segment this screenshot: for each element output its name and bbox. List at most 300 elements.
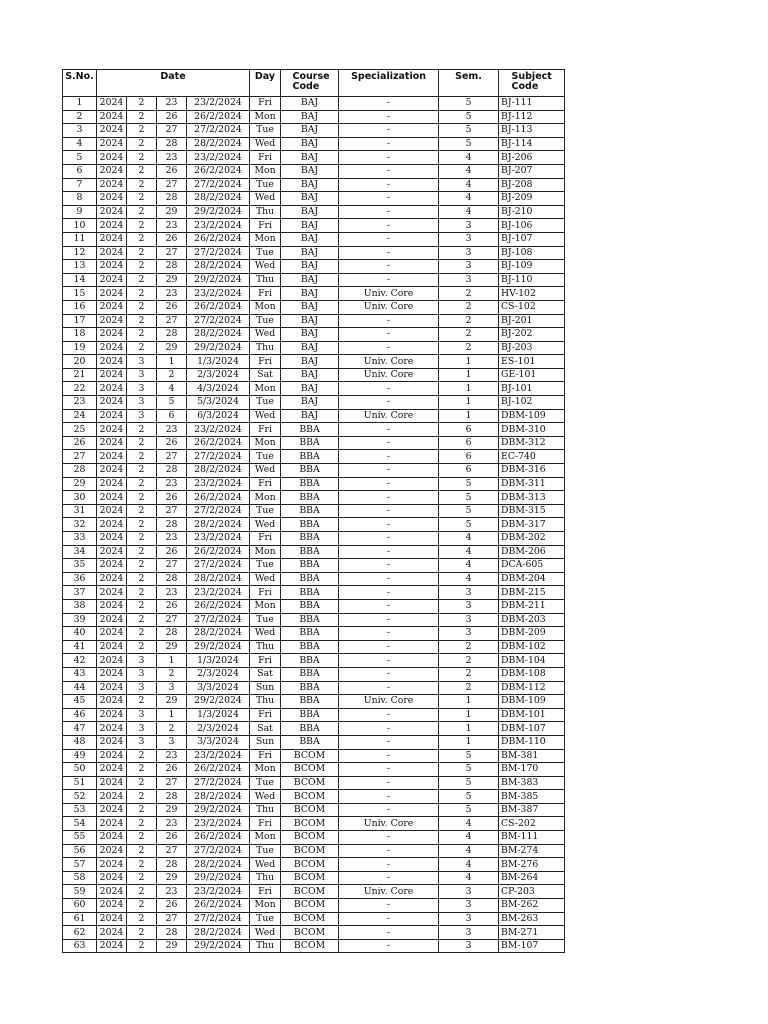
cell-month: 2: [127, 532, 157, 546]
table-row: [63, 409, 565, 423]
cell-day-num: 27: [157, 246, 187, 260]
cell-day-num: 26: [157, 763, 187, 777]
cell-year: 2024: [97, 260, 127, 274]
cell-weekday: Fri: [250, 885, 281, 899]
cell-specialization: -: [339, 382, 439, 396]
cell-sno: 11: [63, 232, 97, 246]
cell-sno: 31: [63, 504, 97, 518]
cell-sem: 6: [439, 450, 499, 464]
cell-year: 2024: [97, 328, 127, 342]
cell-weekday: Wed: [250, 192, 281, 206]
header-date: Date: [97, 70, 250, 97]
cell-year: 2024: [97, 586, 127, 600]
table-row: [63, 396, 565, 410]
cell-course-code: BCOM: [281, 831, 339, 845]
cell-month: 2: [127, 287, 157, 301]
cell-date: 2/3/2024: [187, 368, 250, 382]
cell-month: 2: [127, 110, 157, 124]
cell-specialization: -: [339, 803, 439, 817]
table-row: [63, 300, 565, 314]
cell-weekday: Sun: [250, 735, 281, 749]
cell-month: 2: [127, 518, 157, 532]
cell-course-code: BBA: [281, 586, 339, 600]
cell-sno: 26: [63, 436, 97, 450]
cell-month: 2: [127, 613, 157, 627]
cell-sem: 3: [439, 219, 499, 233]
cell-course-code: BAJ: [281, 232, 339, 246]
cell-year: 2024: [97, 831, 127, 845]
cell-day-num: 23: [157, 423, 187, 437]
cell-day-num: 1: [157, 654, 187, 668]
cell-date: 2/3/2024: [187, 722, 250, 736]
cell-course-code: BAJ: [281, 110, 339, 124]
cell-month: 2: [127, 219, 157, 233]
cell-course-code: BBA: [281, 613, 339, 627]
header-sno: S.No.: [63, 70, 97, 97]
cell-month: 2: [127, 572, 157, 586]
cell-specialization: -: [339, 273, 439, 287]
cell-specialization: Univ. Core: [339, 355, 439, 369]
cell-date: 28/2/2024: [187, 137, 250, 151]
table-row: [63, 164, 565, 178]
cell-subject-code: DBM-211: [499, 599, 565, 613]
table-row: [63, 586, 565, 600]
cell-month: 2: [127, 328, 157, 342]
cell-month: 2: [127, 232, 157, 246]
cell-weekday: Sun: [250, 681, 281, 695]
cell-date: 26/2/2024: [187, 899, 250, 913]
table-row: [63, 436, 565, 450]
cell-sem: 1: [439, 355, 499, 369]
cell-day-num: 29: [157, 341, 187, 355]
cell-subject-code: BJ-206: [499, 151, 565, 165]
cell-month: 3: [127, 681, 157, 695]
cell-weekday: Wed: [250, 409, 281, 423]
table-row: [63, 192, 565, 206]
cell-date: 27/2/2024: [187, 776, 250, 790]
cell-sno: 62: [63, 926, 97, 940]
cell-specialization: -: [339, 681, 439, 695]
cell-day-num: 26: [157, 491, 187, 505]
cell-day-num: 26: [157, 164, 187, 178]
cell-course-code: BBA: [281, 518, 339, 532]
cell-course-code: BBA: [281, 477, 339, 491]
cell-year: 2024: [97, 681, 127, 695]
cell-weekday: Wed: [250, 858, 281, 872]
cell-year: 2024: [97, 300, 127, 314]
cell-weekday: Mon: [250, 436, 281, 450]
table-row: [63, 450, 565, 464]
cell-year: 2024: [97, 205, 127, 219]
cell-sno: 9: [63, 205, 97, 219]
cell-weekday: Wed: [250, 328, 281, 342]
cell-subject-code: BJ-102: [499, 396, 565, 410]
cell-sno: 59: [63, 885, 97, 899]
cell-course-code: BAJ: [281, 97, 339, 111]
table-row: [63, 640, 565, 654]
cell-day-num: 2: [157, 722, 187, 736]
cell-subject-code: BM-170: [499, 763, 565, 777]
cell-sno: 36: [63, 572, 97, 586]
cell-subject-code: BJ-114: [499, 137, 565, 151]
cell-month: 3: [127, 654, 157, 668]
table-row: [63, 708, 565, 722]
cell-month: 2: [127, 803, 157, 817]
cell-sno: 54: [63, 817, 97, 831]
cell-weekday: Fri: [250, 817, 281, 831]
cell-specialization: -: [339, 151, 439, 165]
cell-year: 2024: [97, 178, 127, 192]
cell-sem: 2: [439, 341, 499, 355]
cell-date: 23/2/2024: [187, 477, 250, 491]
cell-specialization: -: [339, 572, 439, 586]
cell-weekday: Wed: [250, 464, 281, 478]
cell-sem: 2: [439, 300, 499, 314]
cell-sno: 17: [63, 314, 97, 328]
cell-course-code: BBA: [281, 572, 339, 586]
cell-weekday: Thu: [250, 341, 281, 355]
cell-weekday: Thu: [250, 273, 281, 287]
cell-sno: 20: [63, 355, 97, 369]
cell-date: 27/2/2024: [187, 844, 250, 858]
cell-date: 27/2/2024: [187, 912, 250, 926]
cell-specialization: -: [339, 627, 439, 641]
cell-subject-code: BJ-201: [499, 314, 565, 328]
cell-day-num: 26: [157, 831, 187, 845]
cell-specialization: -: [339, 532, 439, 546]
cell-date: 27/2/2024: [187, 124, 250, 138]
cell-date: 29/2/2024: [187, 871, 250, 885]
cell-sno: 19: [63, 341, 97, 355]
table-row: [63, 341, 565, 355]
cell-year: 2024: [97, 899, 127, 913]
cell-course-code: BBA: [281, 627, 339, 641]
cell-sno: 3: [63, 124, 97, 138]
cell-day-num: 29: [157, 803, 187, 817]
cell-specialization: -: [339, 396, 439, 410]
table-row: [63, 667, 565, 681]
cell-day-num: 26: [157, 300, 187, 314]
cell-specialization: -: [339, 436, 439, 450]
table-row: [63, 205, 565, 219]
cell-day-num: 27: [157, 559, 187, 573]
cell-sem: 2: [439, 667, 499, 681]
cell-year: 2024: [97, 654, 127, 668]
cell-month: 2: [127, 164, 157, 178]
cell-day-num: 2: [157, 368, 187, 382]
cell-date: 28/2/2024: [187, 464, 250, 478]
cell-specialization: -: [339, 97, 439, 111]
cell-course-code: BAJ: [281, 164, 339, 178]
cell-date: 23/2/2024: [187, 817, 250, 831]
cell-month: 2: [127, 151, 157, 165]
cell-subject-code: BJ-202: [499, 328, 565, 342]
cell-sno: 49: [63, 749, 97, 763]
cell-year: 2024: [97, 640, 127, 654]
cell-sno: 5: [63, 151, 97, 165]
table-row: [63, 858, 565, 872]
cell-month: 2: [127, 844, 157, 858]
cell-year: 2024: [97, 287, 127, 301]
cell-weekday: Wed: [250, 572, 281, 586]
cell-year: 2024: [97, 151, 127, 165]
cell-course-code: BBA: [281, 532, 339, 546]
cell-month: 2: [127, 640, 157, 654]
cell-date: 23/2/2024: [187, 749, 250, 763]
cell-month: 2: [127, 899, 157, 913]
cell-sno: 44: [63, 681, 97, 695]
cell-sno: 25: [63, 423, 97, 437]
cell-date: 26/2/2024: [187, 599, 250, 613]
cell-course-code: BCOM: [281, 844, 339, 858]
cell-specialization: -: [339, 654, 439, 668]
cell-specialization: -: [339, 328, 439, 342]
cell-specialization: -: [339, 545, 439, 559]
cell-day-num: 29: [157, 273, 187, 287]
cell-subject-code: DBM-315: [499, 504, 565, 518]
cell-month: 2: [127, 749, 157, 763]
cell-subject-code: DBM-204: [499, 572, 565, 586]
cell-weekday: Tue: [250, 396, 281, 410]
cell-month: 2: [127, 586, 157, 600]
cell-specialization: -: [339, 613, 439, 627]
cell-date: 28/2/2024: [187, 790, 250, 804]
cell-year: 2024: [97, 613, 127, 627]
cell-weekday: Wed: [250, 137, 281, 151]
table-row: [63, 532, 565, 546]
cell-subject-code: BM-271: [499, 926, 565, 940]
table-row: [63, 246, 565, 260]
cell-sem: 3: [439, 926, 499, 940]
table-row: [63, 219, 565, 233]
cell-day-num: 28: [157, 572, 187, 586]
exam-schedule-table: [62, 69, 565, 953]
cell-subject-code: ES-101: [499, 355, 565, 369]
table-row: [63, 260, 565, 274]
cell-month: 2: [127, 926, 157, 940]
cell-specialization: -: [339, 477, 439, 491]
table-row: [63, 423, 565, 437]
cell-subject-code: BJ-209: [499, 192, 565, 206]
cell-weekday: Fri: [250, 586, 281, 600]
cell-day-num: 26: [157, 110, 187, 124]
cell-sem: 4: [439, 205, 499, 219]
cell-weekday: Fri: [250, 749, 281, 763]
cell-month: 2: [127, 300, 157, 314]
cell-course-code: BAJ: [281, 273, 339, 287]
cell-day-num: 26: [157, 599, 187, 613]
cell-sem: 2: [439, 328, 499, 342]
cell-weekday: Tue: [250, 124, 281, 138]
cell-course-code: BCOM: [281, 817, 339, 831]
cell-day-num: 27: [157, 613, 187, 627]
cell-specialization: Univ. Core: [339, 695, 439, 709]
table-row: [63, 178, 565, 192]
cell-sem: 6: [439, 423, 499, 437]
cell-course-code: BCOM: [281, 790, 339, 804]
cell-specialization: -: [339, 640, 439, 654]
cell-month: 2: [127, 477, 157, 491]
cell-sem: 4: [439, 164, 499, 178]
cell-weekday: Wed: [250, 790, 281, 804]
cell-month: 3: [127, 382, 157, 396]
cell-sno: 53: [63, 803, 97, 817]
cell-weekday: Thu: [250, 695, 281, 709]
cell-subject-code: BJ-207: [499, 164, 565, 178]
cell-subject-code: BM-107: [499, 939, 565, 953]
cell-weekday: Thu: [250, 640, 281, 654]
cell-specialization: -: [339, 450, 439, 464]
table-row: [63, 314, 565, 328]
table-row: [63, 599, 565, 613]
cell-year: 2024: [97, 382, 127, 396]
cell-date: 26/2/2024: [187, 491, 250, 505]
cell-date: 28/2/2024: [187, 926, 250, 940]
cell-day-num: 23: [157, 749, 187, 763]
table-row: [63, 124, 565, 138]
cell-day-num: 28: [157, 926, 187, 940]
cell-sem: 4: [439, 572, 499, 586]
cell-course-code: BCOM: [281, 749, 339, 763]
cell-weekday: Fri: [250, 477, 281, 491]
cell-month: 2: [127, 912, 157, 926]
cell-subject-code: BJ-101: [499, 382, 565, 396]
cell-month: 2: [127, 423, 157, 437]
cell-weekday: Fri: [250, 532, 281, 546]
cell-day-num: 4: [157, 382, 187, 396]
cell-year: 2024: [97, 124, 127, 138]
cell-specialization: Univ. Core: [339, 817, 439, 831]
cell-specialization: -: [339, 341, 439, 355]
cell-year: 2024: [97, 355, 127, 369]
cell-month: 2: [127, 504, 157, 518]
cell-weekday: Fri: [250, 654, 281, 668]
cell-weekday: Fri: [250, 287, 281, 301]
cell-sem: 3: [439, 613, 499, 627]
cell-subject-code: DBM-109: [499, 695, 565, 709]
cell-subject-code: BJ-110: [499, 273, 565, 287]
cell-sem: 5: [439, 504, 499, 518]
cell-specialization: -: [339, 192, 439, 206]
table-row: [63, 572, 565, 586]
cell-specialization: -: [339, 722, 439, 736]
cell-specialization: -: [339, 790, 439, 804]
cell-date: 23/2/2024: [187, 586, 250, 600]
table-row: [63, 477, 565, 491]
table-row: [63, 695, 565, 709]
cell-course-code: BAJ: [281, 382, 339, 396]
cell-year: 2024: [97, 912, 127, 926]
cell-subject-code: DBM-209: [499, 627, 565, 641]
cell-specialization: -: [339, 491, 439, 505]
cell-date: 26/2/2024: [187, 545, 250, 559]
cell-sno: 1: [63, 97, 97, 111]
cell-subject-code: BJ-112: [499, 110, 565, 124]
cell-subject-code: BM-262: [499, 899, 565, 913]
cell-course-code: BBA: [281, 722, 339, 736]
table-row: [63, 776, 565, 790]
cell-course-code: BBA: [281, 436, 339, 450]
cell-year: 2024: [97, 368, 127, 382]
cell-specialization: -: [339, 137, 439, 151]
cell-course-code: BAJ: [281, 396, 339, 410]
cell-subject-code: CS-202: [499, 817, 565, 831]
cell-date: 5/3/2024: [187, 396, 250, 410]
cell-specialization: -: [339, 124, 439, 138]
cell-month: 2: [127, 491, 157, 505]
cell-specialization: -: [339, 260, 439, 274]
cell-course-code: BCOM: [281, 763, 339, 777]
cell-specialization: -: [339, 232, 439, 246]
cell-course-code: BBA: [281, 735, 339, 749]
cell-date: 26/2/2024: [187, 436, 250, 450]
cell-subject-code: BJ-108: [499, 246, 565, 260]
cell-year: 2024: [97, 817, 127, 831]
cell-sno: 16: [63, 300, 97, 314]
cell-specialization: -: [339, 926, 439, 940]
cell-weekday: Thu: [250, 803, 281, 817]
cell-sem: 4: [439, 871, 499, 885]
cell-year: 2024: [97, 599, 127, 613]
cell-course-code: BBA: [281, 423, 339, 437]
cell-course-code: BAJ: [281, 314, 339, 328]
cell-sno: 22: [63, 382, 97, 396]
table-row: [63, 232, 565, 246]
cell-sem: 6: [439, 464, 499, 478]
cell-date: 29/2/2024: [187, 803, 250, 817]
cell-date: 28/2/2024: [187, 627, 250, 641]
cell-date: 27/2/2024: [187, 246, 250, 260]
cell-course-code: BAJ: [281, 246, 339, 260]
cell-date: 29/2/2024: [187, 341, 250, 355]
cell-year: 2024: [97, 137, 127, 151]
cell-sem: 3: [439, 939, 499, 953]
cell-specialization: -: [339, 831, 439, 845]
cell-sno: 58: [63, 871, 97, 885]
cell-month: 2: [127, 464, 157, 478]
cell-sem: 3: [439, 899, 499, 913]
cell-year: 2024: [97, 695, 127, 709]
table-row: [63, 722, 565, 736]
cell-sem: 5: [439, 97, 499, 111]
cell-subject-code: EC-740: [499, 450, 565, 464]
cell-course-code: BAJ: [281, 205, 339, 219]
cell-sem: 1: [439, 368, 499, 382]
cell-day-num: 28: [157, 260, 187, 274]
cell-date: 28/2/2024: [187, 518, 250, 532]
cell-year: 2024: [97, 491, 127, 505]
cell-subject-code: CS-102: [499, 300, 565, 314]
cell-year: 2024: [97, 667, 127, 681]
cell-sno: 39: [63, 613, 97, 627]
cell-sem: 4: [439, 559, 499, 573]
cell-specialization: -: [339, 749, 439, 763]
header-day: Day: [250, 70, 281, 97]
cell-weekday: Mon: [250, 545, 281, 559]
cell-weekday: Fri: [250, 355, 281, 369]
cell-sem: 5: [439, 110, 499, 124]
cell-subject-code: BJ-113: [499, 124, 565, 138]
cell-subject-code: BJ-208: [499, 178, 565, 192]
cell-year: 2024: [97, 504, 127, 518]
cell-sem: 2: [439, 654, 499, 668]
cell-year: 2024: [97, 532, 127, 546]
cell-course-code: BBA: [281, 695, 339, 709]
cell-course-code: BCOM: [281, 871, 339, 885]
cell-course-code: BCOM: [281, 939, 339, 953]
cell-course-code: BBA: [281, 559, 339, 573]
cell-sno: 18: [63, 328, 97, 342]
